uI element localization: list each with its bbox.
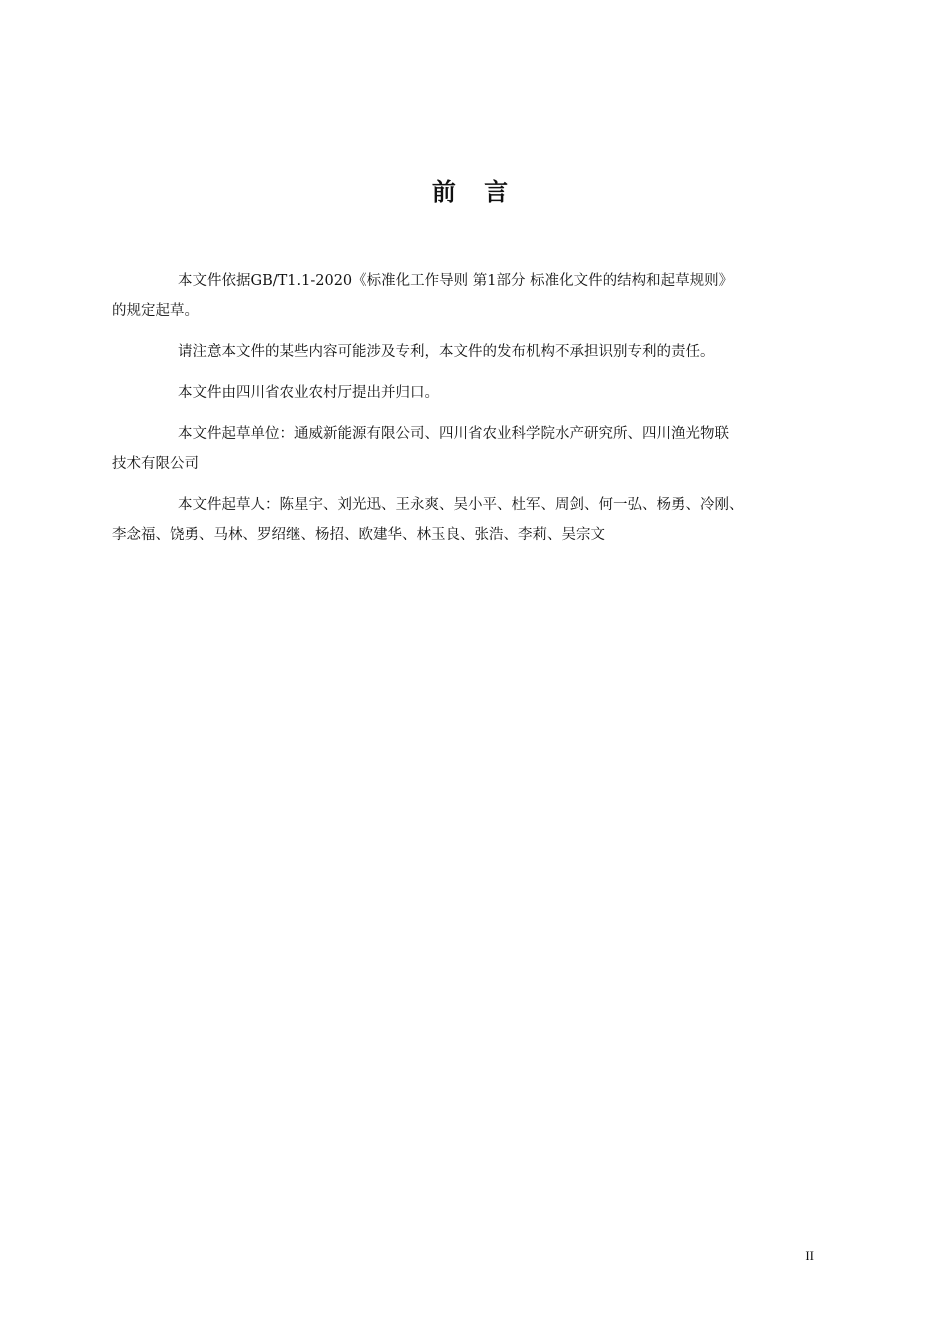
paragraph-line: 技术有限公司 <box>112 456 199 472</box>
paragraph-line: 请注意本文件的某些内容可能涉及专利，本文件的发布机构不承担识别专利的责任。 <box>178 344 715 360</box>
foreword-body <box>112 266 809 561</box>
paragraph-line: 本文件依据GB/T1.1-2020《标准化工作导则 第1部分 标准化文件的结构和起草规则》 <box>178 273 734 289</box>
paragraph-line: 李念福、饶勇、马林、罗绍继、杨招、欧建华、林玉良、张浩、李莉、吴宗文 <box>112 527 605 543</box>
paragraph-line: 的规定起草。 <box>112 303 199 319</box>
paragraph-drafters <box>112 490 809 550</box>
paragraph-line: 本文件由四川省农业农村厅提出并归口。 <box>178 385 439 401</box>
paragraph-drafting-basis <box>112 266 809 326</box>
paragraph-drafting-units <box>112 419 809 479</box>
paragraph-patent-notice <box>145 337 809 367</box>
paragraph-proposer <box>145 378 809 408</box>
page-title: 前 言 <box>431 178 519 206</box>
paragraph-line: 本文件起草人：陈星宇、刘光迅、王永爽、吴小平、杜军、周剑、何一弘、杨勇、冷刚、 <box>178 497 744 513</box>
page-number: II <box>805 1248 814 1263</box>
paragraph-line: 本文件起草单位：通威新能源有限公司、四川省农业科学院水产研究所、四川渔光物联 <box>178 426 729 442</box>
